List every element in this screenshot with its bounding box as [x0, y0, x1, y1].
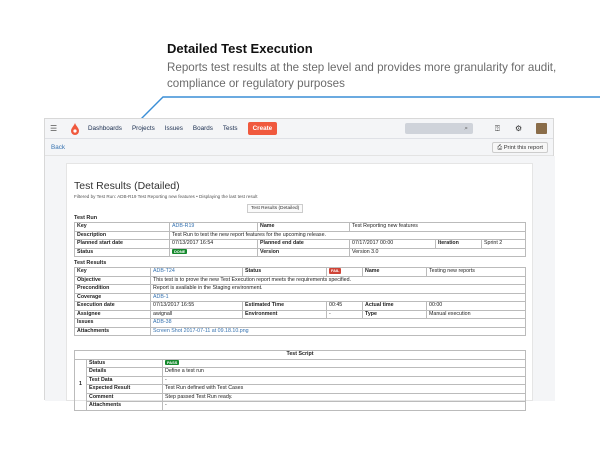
top-nav: [45, 119, 553, 139]
table-cell-label: Actual time: [363, 302, 427, 311]
coverage-link[interactable]: ADB-1: [151, 293, 526, 302]
create-button[interactable]: Create: [248, 122, 278, 135]
app-window: [44, 118, 554, 408]
print-button[interactable]: [492, 142, 548, 153]
table-row: [75, 285, 526, 294]
search-icon: ⌕: [464, 125, 468, 132]
issue-link[interactable]: ADB-38: [151, 319, 526, 328]
table-cell-value: Test Run to test the new report features for the upcoming release.: [170, 231, 526, 240]
table-cell-label: Status: [243, 268, 327, 277]
table-cell-value: -: [163, 376, 526, 385]
menu-icon[interactable]: ☰: [50, 124, 58, 133]
table-cell-label: Type: [363, 310, 427, 319]
nav-boards[interactable]: Boards: [192, 125, 213, 132]
table-cell-value: [170, 248, 258, 257]
test-results-table: [74, 267, 526, 336]
table-cell-value: 00:45: [327, 302, 363, 311]
table-cell-label: Attachments: [87, 402, 163, 411]
table-cell-value: awignall: [151, 310, 243, 319]
gear-icon[interactable]: ⚙: [515, 124, 523, 133]
test-run-table: [74, 222, 526, 257]
attachment-link[interactable]: Screen Shot 2017-07-11 at 09.18.10.png: [151, 327, 526, 336]
table-cell-label: Description: [75, 231, 170, 240]
help-icon[interactable]: ⍰: [495, 124, 500, 133]
test-run-heading: Test Run: [74, 215, 98, 221]
table-row: [75, 302, 526, 311]
report-subtitle: Filtered by Test Run: ADB-R19 Test Reporting new features • Displaying the last test result: [74, 194, 258, 199]
promo-description: Reports test results at the step level and provides more granularity for audit, compliance or regulatory purposes: [167, 61, 557, 90]
test-case-key-link[interactable]: ADB-T24: [151, 268, 243, 277]
table-row: [75, 351, 526, 360]
table-cell-value: 07/17/2017 00:00: [350, 240, 436, 249]
table-cell-label: Planned start date: [75, 240, 170, 249]
table-cell-label: Environment: [243, 310, 327, 319]
print-icon: ⎙: [497, 145, 503, 151]
table-row: [75, 248, 526, 257]
nav-issues[interactable]: Issues: [164, 125, 183, 132]
table-cell-label: Comment: [87, 393, 163, 402]
table-row: [75, 240, 526, 249]
table-cell-label: Test Data: [87, 376, 163, 385]
table-cell-label: Assignee: [75, 310, 151, 319]
table-row: [75, 231, 526, 240]
table-cell-label: Issues: [75, 319, 151, 328]
nav-tests[interactable]: Tests: [222, 125, 238, 132]
table-row: [75, 223, 526, 232]
table-cell-value: Report is available in the Staging environment.: [151, 285, 526, 294]
table-cell-value: [327, 268, 363, 277]
table-row: [75, 393, 526, 402]
print-button-label: Print this report: [503, 145, 543, 151]
table-cell-label: Status: [75, 248, 170, 257]
product-logo[interactable]: [70, 123, 80, 135]
table-cell-label: Coverage: [75, 293, 151, 302]
table-cell-label: Execution date: [75, 302, 151, 311]
avatar[interactable]: [536, 123, 547, 134]
table-cell-label: Objective: [75, 276, 151, 285]
table-cell-label: Precondition: [75, 285, 151, 294]
table-row: [75, 327, 526, 336]
toolbar: [45, 139, 553, 156]
table-cell-label: Key: [75, 223, 170, 232]
status-badge: FAIL: [331, 268, 340, 273]
nav-dashboards[interactable]: Dashboards: [88, 125, 122, 132]
table-cell-value: 00:00: [427, 302, 526, 311]
table-cell-label: Version: [258, 248, 350, 257]
table-cell-value: Step passed Test Run ready.: [163, 393, 526, 402]
table-cell-label: Expected Result: [87, 385, 163, 394]
report-title: Test Results (Detailed): [74, 180, 180, 192]
table-row: [75, 402, 526, 411]
table-cell-label: Key: [75, 268, 151, 277]
table-cell-label: Attachments: [75, 327, 151, 336]
table-cell-value: Test Run defined with Test Cases: [163, 385, 526, 394]
back-link[interactable]: Back: [51, 144, 65, 151]
table-cell-label: Status: [87, 359, 163, 368]
report-page: [66, 163, 533, 408]
table-cell-value: Test Reporting new features: [350, 223, 526, 232]
nav-projects[interactable]: Projects: [131, 125, 155, 132]
table-cell-label: Details: [87, 368, 163, 377]
table-cell-value: Version 3.0: [350, 248, 526, 257]
table-cell-value: -: [327, 310, 363, 319]
table-row: [75, 268, 526, 277]
table-row: [75, 276, 526, 285]
table-row: [75, 319, 526, 328]
table-cell-value: Manual execution: [427, 310, 526, 319]
table-cell-label: Planned end date: [258, 240, 350, 249]
table-cell-value: [163, 359, 526, 368]
table-cell-label: Name: [258, 223, 350, 232]
table-cell-value: Testing new reports: [427, 268, 526, 277]
table-cell-value: 07/13/2017 16:54: [170, 240, 258, 249]
table-cell-label: Name: [363, 268, 427, 277]
table-cell-value: 07/13/2017 16:55: [151, 302, 243, 311]
table-row: [75, 368, 526, 377]
table-cell-value: Sprint 2: [482, 240, 526, 249]
test-results-heading: Test Results: [74, 260, 107, 266]
test-script-table: [74, 350, 526, 411]
table-cell-value: This test is to prove the new Test Execution report meets the requirements specified.: [151, 276, 526, 285]
test-script-heading: Test Script: [75, 351, 526, 360]
promo-title: Detailed Test Execution: [167, 41, 313, 56]
table-cell-value: -: [163, 402, 526, 411]
test-run-key-link[interactable]: ADB-R19: [170, 223, 258, 232]
table-row: [75, 310, 526, 319]
table-cell-value: Define a test run: [163, 368, 526, 377]
status-badge: DONE: [174, 248, 186, 254]
table-row: [75, 385, 526, 394]
step-number: 1: [75, 359, 87, 410]
status-badge: PASS: [167, 359, 178, 365]
report-center-label: Test Results (Detailed): [247, 204, 303, 213]
table-cell-label: Iteration: [436, 240, 482, 249]
table-cell-label: Estimated Time: [243, 302, 327, 311]
table-row: [75, 293, 526, 302]
search-input[interactable]: [405, 123, 473, 134]
table-row: [75, 376, 526, 385]
table-row: [75, 359, 526, 368]
